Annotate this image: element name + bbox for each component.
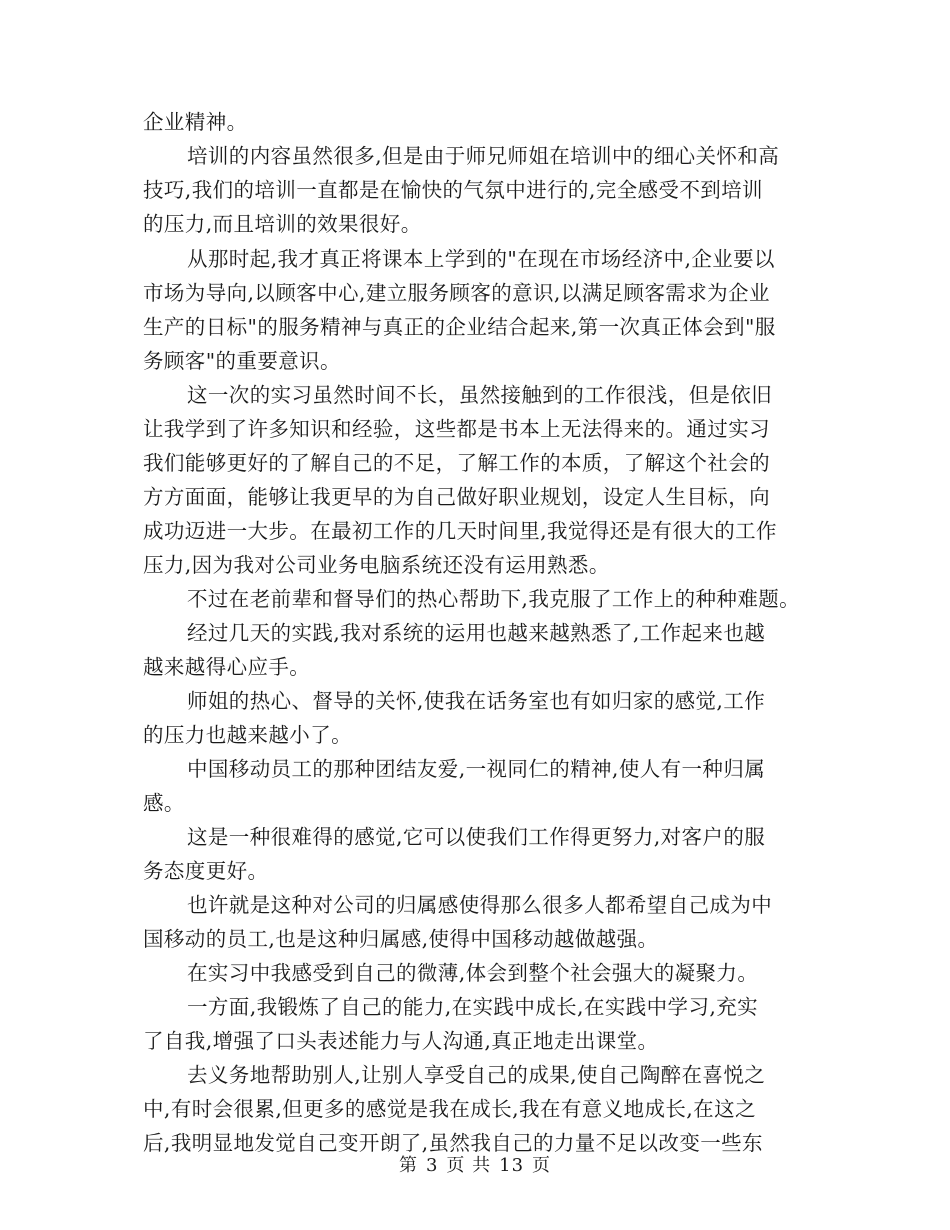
text-line: 方方面面，能够让我更早的为自己做好职业规划，设定人生目标，向 xyxy=(143,485,770,509)
text-line: 的压力也越来越小了。 xyxy=(143,723,352,747)
text-line: 感。 xyxy=(143,791,185,815)
paragraph-start-line: 在实习中我感受到自己的微薄,体会到整个社会强大的凝聚力。 xyxy=(187,961,759,985)
text-line: 务顾客"的重要意识。 xyxy=(143,349,341,373)
text-line: 的压力,而且培训的效果很好。 xyxy=(143,212,422,236)
text-line: 成功迈进一大步。在最初工作的几天时间里,我觉得还是有很大的工作 xyxy=(143,519,777,543)
paragraph-start-line: 师姐的热心、督导的关怀,使我在话务室也有如归家的感觉,工作 xyxy=(187,689,766,713)
paragraph-start-line: 这是一种很难得的感觉,它可以使我们工作得更努力,对客户的服 xyxy=(187,825,766,849)
text-line: 我们能够更好的了解自己的不足，了解工作的本质，了解这个社会的 xyxy=(143,451,770,475)
text-line: 越来越得心应手。 xyxy=(143,655,311,679)
text-line: 中,有时会很累,但更多的感觉是我在成长,我在有意义地成长,在这之 xyxy=(143,1097,756,1121)
text-line: 市场为导向,以顾客中心,建立服务顾客的意识,以满足顾客需求为企业 xyxy=(143,281,770,305)
text-line: 国移动的员工,也是这种归属感,使得中国移动越做越强。 xyxy=(143,927,659,951)
paragraph-start-line: 一方面,我锻炼了自己的能力,在实践中成长,在实践中学习,充实 xyxy=(187,995,759,1019)
total-page-count: 13 xyxy=(499,1155,525,1176)
footer-prefix: 第 xyxy=(398,1155,418,1176)
text-line: 让我学到了许多知识和经验，这些都是书本上无法得来的。通过实习 xyxy=(143,417,770,441)
paragraph-start-line: 中国移动员工的那种团结友爱,一视同仁的精神,使人有一种归属 xyxy=(187,757,766,781)
paragraph-start-line: 不过在老前辈和督导们的热心帮助下,我克服了工作上的种种难题。 xyxy=(187,587,801,611)
paragraph-start-line: 经过几天的实践,我对系统的运用也越来越熟悉了,工作起来也越 xyxy=(187,621,766,645)
paragraph-start-line: 去义务地帮助别人,让别人享受自己的成果,使自己陶醉在喜悦之 xyxy=(187,1063,766,1087)
text-line: 务态度更好。 xyxy=(143,859,269,883)
text-line: 后,我明显地发觉自己变开朗了,虽然我自己的力量不足以改变一些东 xyxy=(143,1131,763,1155)
current-page-number: 3 xyxy=(425,1155,439,1176)
paragraph-start-line: 也许就是这种对公司的归属感使得那么很多人都希望自己成为中 xyxy=(187,893,773,917)
text-line: 技巧,我们的培训一直都是在愉快的气氛中进行的,完全感受不到培训 xyxy=(143,178,763,202)
text-line: 生产的日标"的服务精神与真正的企业结合起来,第一次真正体会到"服 xyxy=(143,315,776,339)
paragraph-start-line: 培训的内容虽然很多,但是由于师兄师姐在培训中的细心关怀和高 xyxy=(187,144,780,168)
footer-suffix: 页 xyxy=(532,1155,552,1176)
paragraph-start-line: 这一次的实习虽然时间不长，虽然接触到的工作很浅，但是依旧 xyxy=(187,383,773,407)
footer-middle: 页 共 xyxy=(446,1155,492,1176)
text-line: 企业精神。 xyxy=(143,110,248,134)
paragraph-start-line: 从那时起,我才真正将课本上学到的"在现在市场经济中,企业要以 xyxy=(187,247,775,271)
text-line: 了自我,增强了口头表述能力与人沟通,真正地走出课堂。 xyxy=(143,1029,659,1053)
text-line: 压力,因为我对公司业务电脑系统还没有运用熟悉。 xyxy=(143,553,610,577)
page-number-footer xyxy=(0,1151,950,1177)
